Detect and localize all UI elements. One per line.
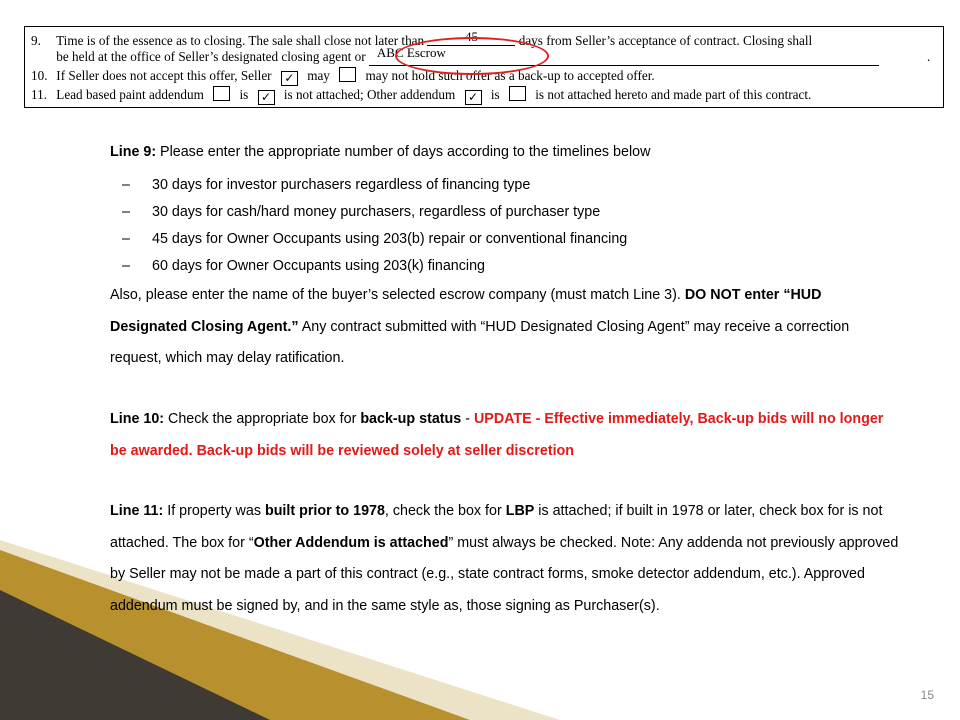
form-text: be held at the office of Seller’s designated closing agent or — [56, 49, 366, 64]
contract-form-snippet — [24, 26, 944, 108]
other-is-not-checkbox[interactable] — [509, 86, 526, 101]
lbp-is-not-checkbox[interactable]: ✓ — [258, 90, 275, 105]
line10-text: Check the appropriate box for — [164, 411, 361, 427]
line9-label: Line 9: — [110, 144, 157, 160]
line11-label: Line 11: — [110, 503, 164, 519]
dash-bullet: – — [122, 230, 130, 247]
line11-text: If property was — [163, 503, 265, 519]
may-not-checkbox[interactable] — [339, 67, 356, 82]
separator: - — [461, 411, 474, 427]
form-text: is not attached hereto and made part of this contract. — [535, 87, 812, 102]
other-addendum-text: Other Addendum is attached — [253, 534, 449, 551]
do-not-text: DO NOT enter “HUD Designated Closing Agent.” — [110, 287, 822, 335]
form-text: Time is of the essence as to closing. The sale shall close not later than — [56, 33, 425, 48]
bullet-text: 60 days for Owner Occupants using 203(k) financing — [152, 257, 485, 274]
form-text: days from Seller’s acceptance of contract. Closing shall — [518, 33, 813, 48]
other-is-checkbox[interactable]: ✓ — [465, 90, 482, 105]
escrow-value: ABC Escrow — [376, 45, 446, 60]
line10-section — [110, 404, 890, 467]
line11-section — [110, 496, 900, 622]
list-item — [122, 198, 627, 225]
escrow-text-2: Any contract submitted with “HUD Designated Closing Agent” may receive a correction request, which may delay ratification. — [110, 318, 850, 366]
form-text: may not hold such offer as a back-up to accepted offer. — [365, 68, 655, 83]
line9-text: Please enter the appropriate number of days according to the timelines below — [156, 144, 651, 160]
lbp-text: LBP — [505, 503, 535, 519]
form-line-number: 9. — [31, 33, 41, 48]
list-item — [122, 252, 627, 279]
days-value: 45 — [464, 29, 478, 44]
line11-text: ” must always be checked. Note: Any addenda not previously approved by Seller may not be made a part of this contract (e.g., state contract forms, smoke detector addendum, etc.). Approved addendum must be signed by, and in the same style as, those signing as Purchaser(s). — [110, 534, 899, 614]
bullet-text: 45 days for Owner Occupants using 203(b) repair or conventional financing — [152, 230, 628, 247]
form-text: is — [490, 87, 500, 102]
lbp-is-checkbox[interactable] — [213, 86, 230, 101]
form-line-10 — [31, 67, 655, 86]
form-text: may — [307, 68, 330, 83]
line11-text: , check the box for — [384, 503, 506, 519]
form-text: If Seller does not accept this offer, Seller — [56, 68, 272, 83]
dash-bullet: – — [122, 203, 130, 220]
escrow-paragraph — [110, 280, 900, 375]
form-line-number: 10. — [31, 68, 48, 83]
may-checkbox[interactable]: ✓ — [281, 71, 298, 86]
form-line-number: 11. — [31, 87, 47, 102]
line11-text: is attached; if built in 1978 or later, check box for is not attached. The box for “ — [110, 503, 883, 551]
dash-bullet: – — [122, 257, 130, 274]
bullet-text: 30 days for investor purchasers regardless of financing type — [152, 176, 531, 193]
update-notice: UPDATE - Effective immediately, Back-up bids will no longer be awarded. Back-up bids will be reviewed solely at seller discretion — [110, 411, 884, 459]
built-prior-text: built prior to 1978 — [264, 503, 385, 519]
dash-bullet: – — [122, 176, 130, 193]
form-text: . — [927, 49, 931, 64]
list-item — [122, 171, 627, 198]
escrow-highlight-oval — [395, 37, 549, 75]
form-text: is not attached; Other addendum — [283, 87, 456, 102]
form-text: is — [239, 87, 249, 102]
timeline-list — [122, 171, 627, 279]
line9-heading — [110, 140, 900, 164]
line10-label: Line 10: — [110, 411, 165, 427]
bullet-text: 30 days for cash/hard money purchasers, regardless of purchaser type — [152, 203, 601, 220]
line9-section — [110, 140, 900, 366]
list-item — [122, 225, 627, 252]
form-text: Lead based paint addendum — [56, 87, 204, 102]
backup-status-text: back-up status — [360, 411, 462, 427]
form-line-11 — [31, 86, 811, 105]
escrow-text: Also, please enter the name of the buyer’s selected escrow company (must match Line 3). — [110, 287, 685, 303]
page-number: 15 — [920, 688, 934, 702]
